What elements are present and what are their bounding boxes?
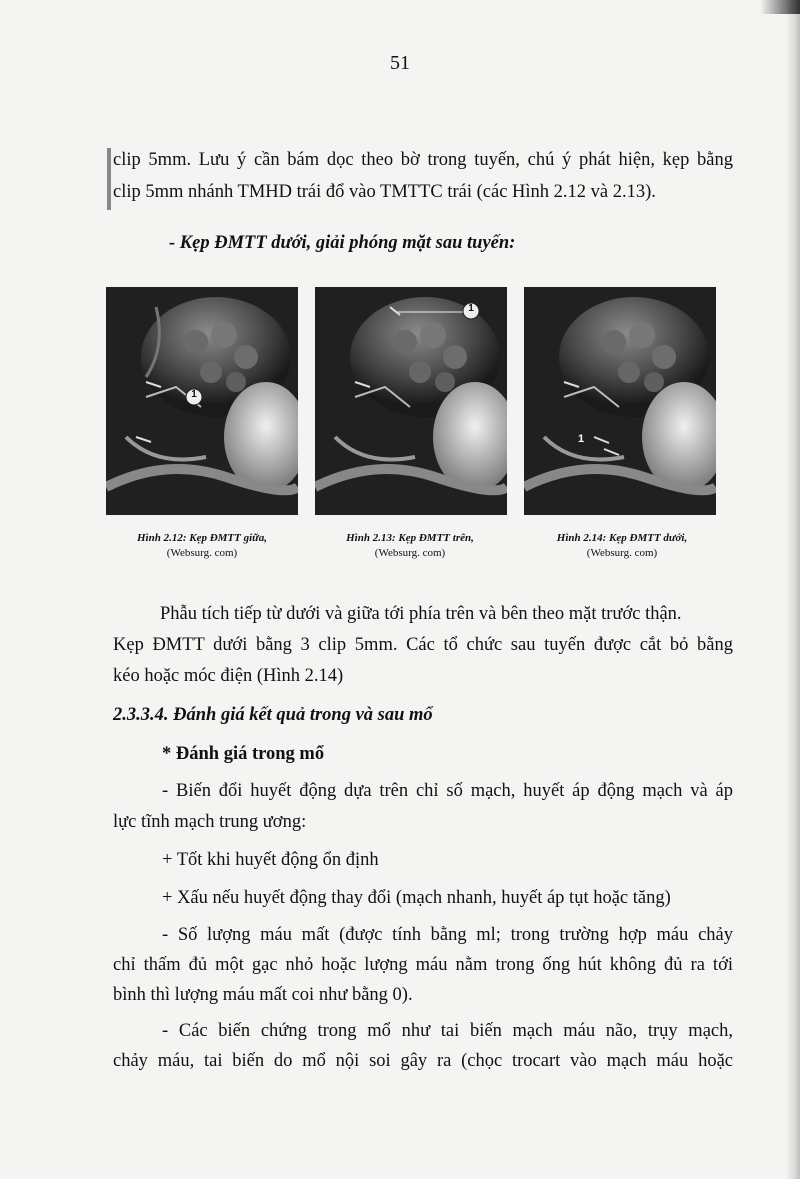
figure-2-14-label: 1 — [577, 433, 585, 445]
page-corner-shadow — [760, 0, 800, 14]
para2-line-3: kéo hoặc móc điện (Hình 2.14) — [113, 666, 344, 686]
figure-2-12-label: 1 — [191, 389, 197, 400]
figure-2-12-caption — [92, 531, 312, 561]
bullet-1: + Tốt khi huyết động ổn định — [162, 850, 379, 870]
section-heading: 2.3.3.4. Đánh giá kết quả trong và sau mổ — [113, 705, 433, 725]
para1-line-1: clip 5mm. Lưu ý cần bám dọc theo bờ trong tuyến, chú ý phát hiện, kẹp bằng — [113, 150, 733, 170]
para5-line-1: - Các biến chứng trong mổ như tai biến mạch máu não, trụy mạch, — [162, 1021, 733, 1041]
para1-line-2: clip 5mm nhánh TMHD trái đổ vào TMTTC trái (các Hình 2.12 và 2.13). — [113, 182, 656, 202]
figure-2-13-label: 1 — [468, 303, 474, 314]
para3-line-2: lực tĩnh mạch trung ương: — [113, 812, 307, 832]
figure-2-14-image — [524, 287, 716, 515]
para4-line-1: - Số lượng máu mất (được tính bằng ml; trong trường hợp máu chảy — [162, 925, 733, 945]
figure-2-14-caption-title: Hình 2.14: Kẹp ĐMTT dưới, — [556, 532, 688, 544]
para5-line-2: chảy máu, tai biến do mổ nội soi gây ra (chọc trocart vào mạch máu hoặc — [113, 1051, 733, 1071]
figure-2-13-caption-source: (Websurg. com) — [374, 547, 446, 559]
margin-mark — [107, 148, 111, 210]
figure-2-12-caption-source: (Websurg. com) — [166, 547, 238, 559]
figure-2-12-caption-title: Hình 2.12: Kẹp ĐMTT giữa, — [136, 532, 268, 544]
bullet-2: + Xấu nếu huyết động thay đổi (mạch nhanh, huyết áp tụt hoặc tăng) — [162, 888, 671, 908]
para3-line-1: - Biến đổi huyết động dựa trên chỉ số mạch, huyết áp động mạch và áp — [162, 781, 733, 801]
figure-2-13-caption — [300, 531, 520, 561]
sub-section-heading: * Đánh giá trong mổ — [162, 744, 325, 764]
para4-line-3: bình thì lượng máu mất coi như bằng 0). — [113, 985, 413, 1005]
figure-2-13-image — [315, 287, 507, 515]
figure-2-14-caption-source: (Websurg. com) — [586, 547, 658, 559]
figure-2-12-image — [106, 287, 298, 515]
para2-line-1: Phẫu tích tiếp từ dưới và giữa tới phía trên và bên theo mặt trước thận. — [160, 604, 682, 624]
subheading: - Kẹp ĐMTT dưới, giải phóng mặt sau tuyến: — [169, 233, 516, 253]
para2-line-2: Kẹp ĐMTT dưới bằng 3 clip 5mm. Các tổ chức sau tuyến được cắt bỏ bằng — [113, 635, 733, 655]
figure-2-13-caption-title: Hình 2.13: Kẹp ĐMTT trên, — [346, 532, 474, 544]
page-number: 51 — [390, 52, 410, 74]
figure-2-14-caption — [512, 531, 732, 561]
para4-line-2: chỉ thấm đủ một gạc nhỏ hoặc lượng máu nằm trong ống hút không đủ ra tới — [113, 955, 733, 975]
page-edge-shadow — [786, 0, 800, 1179]
